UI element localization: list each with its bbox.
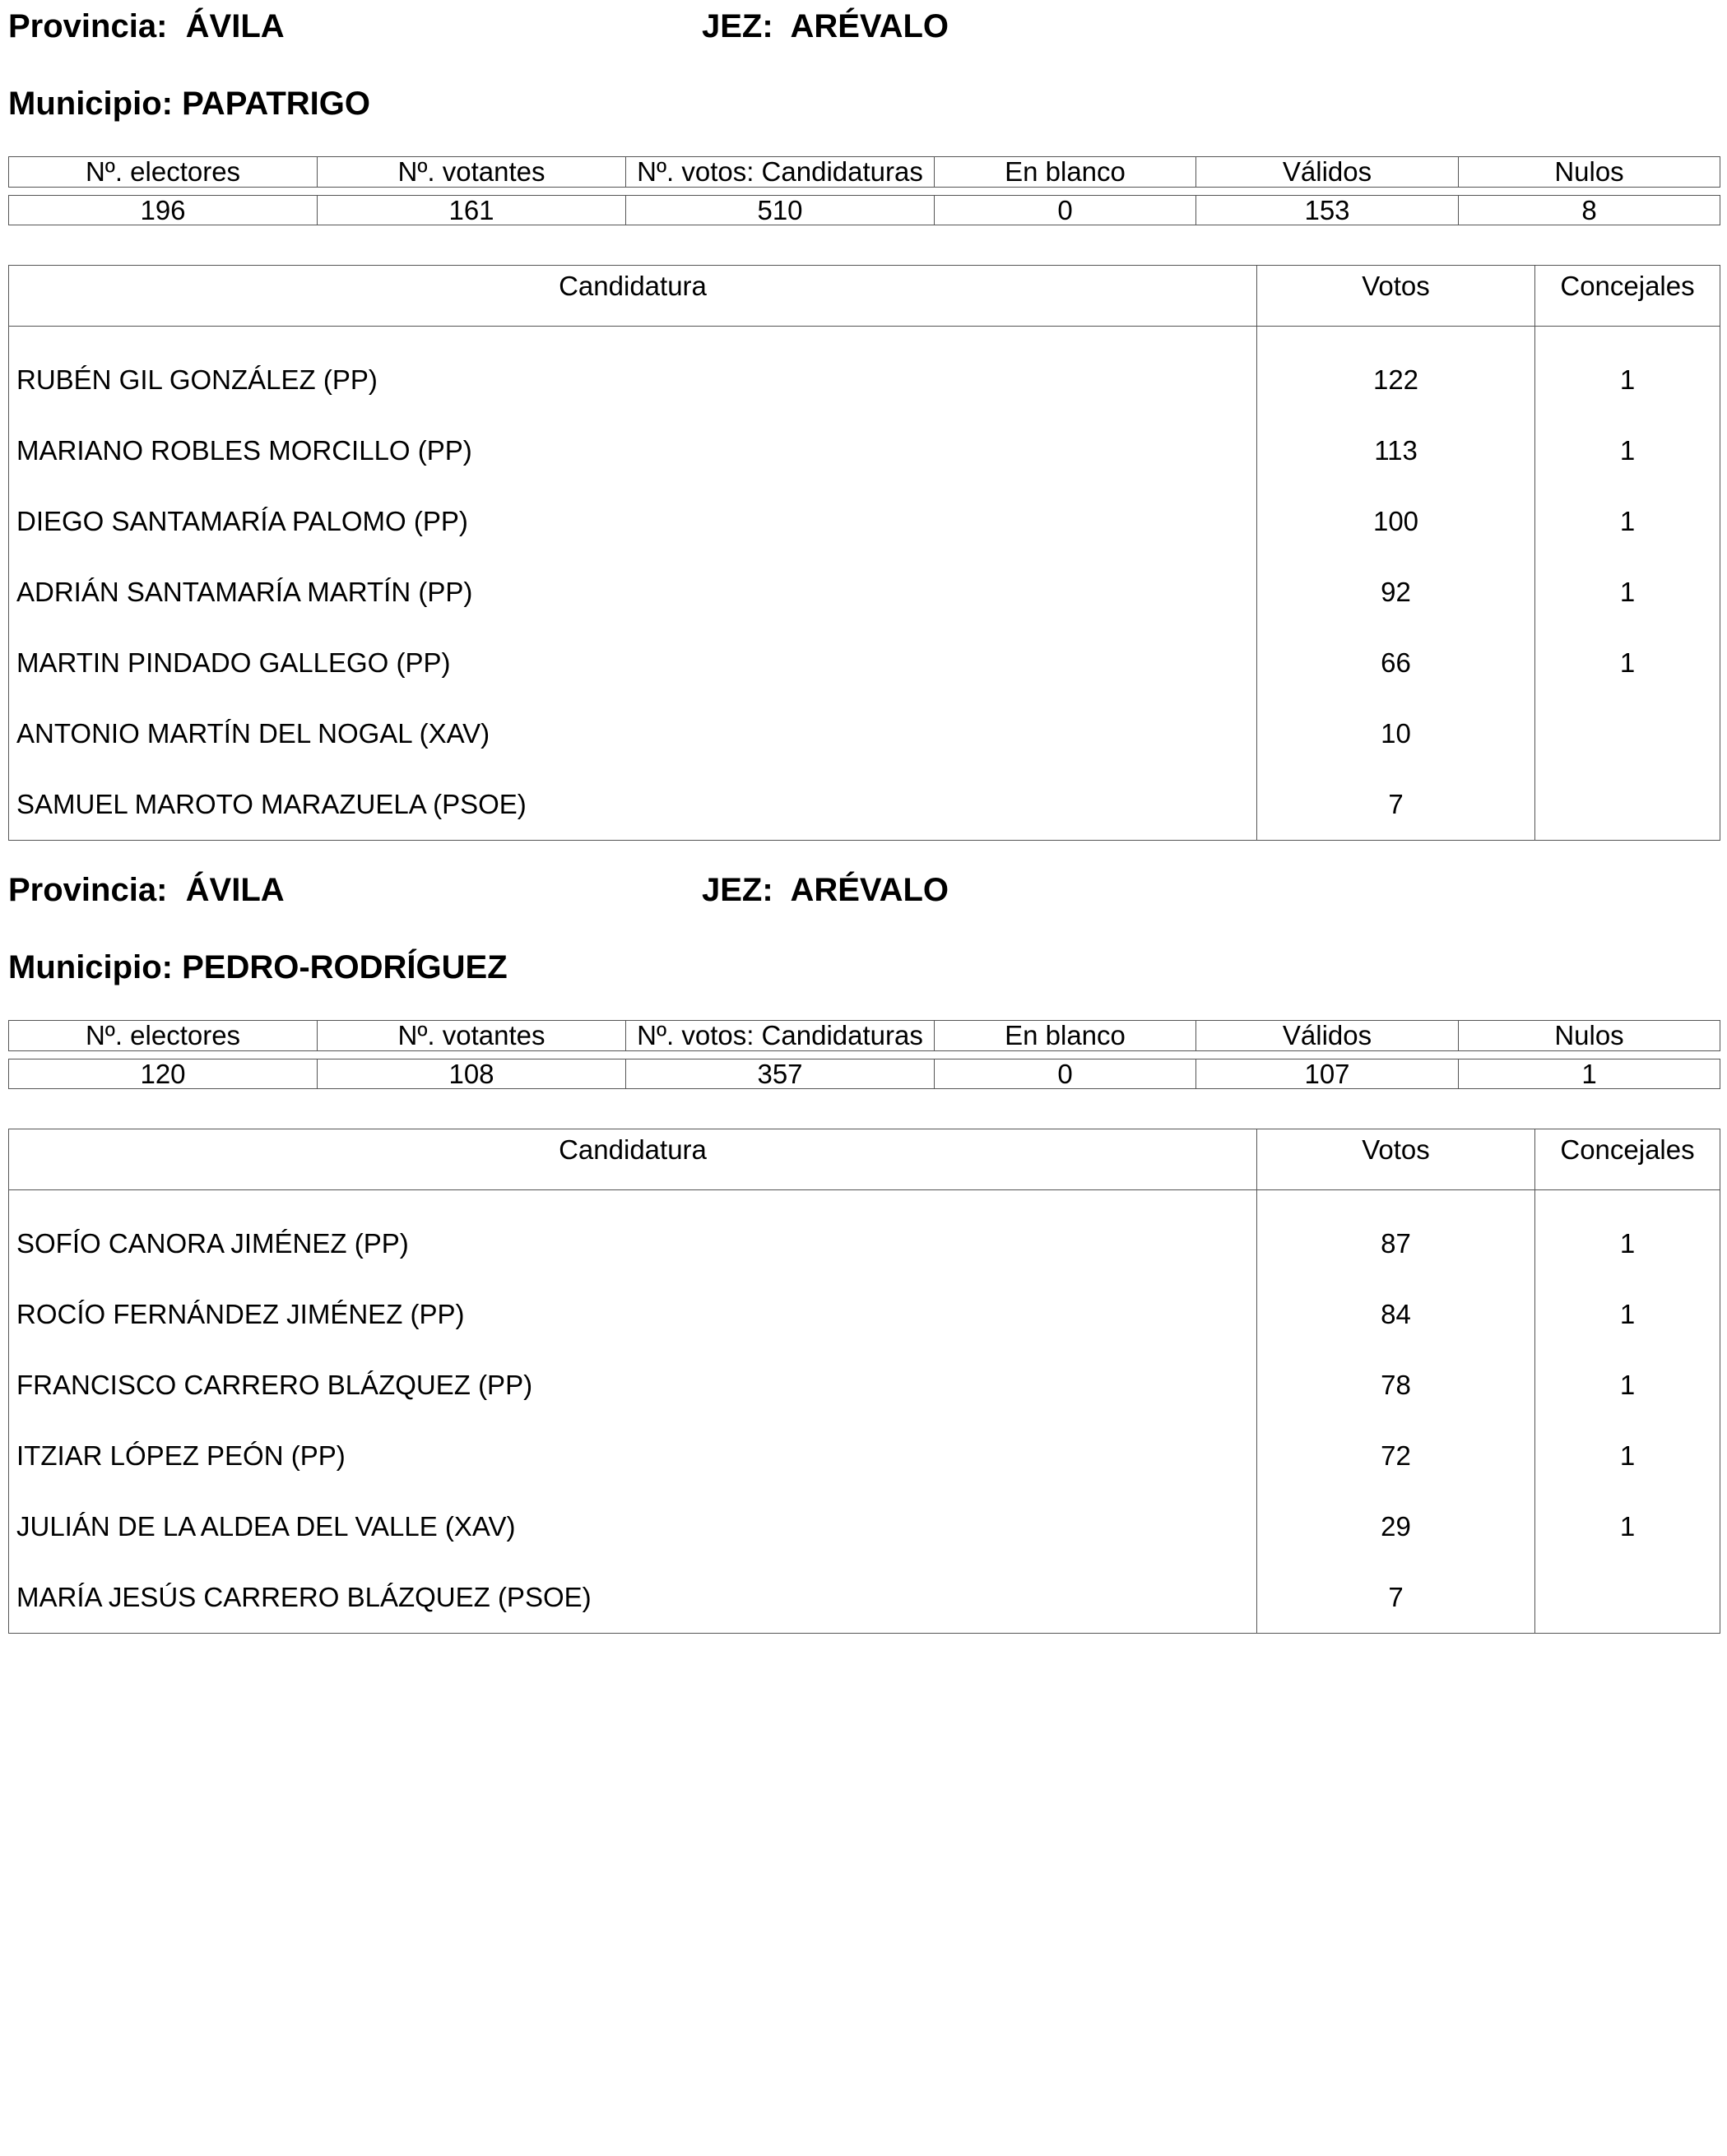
- candidate-name: ROCÍO FERNÁNDEZ JIMÉNEZ (PP): [9, 1279, 1257, 1350]
- candidate-votos: 100: [1257, 486, 1535, 557]
- provincia-label: Provincia:: [8, 8, 168, 44]
- candidate-concejales: 1: [1535, 628, 1720, 698]
- summary-header-electores: Nº. electores: [9, 157, 318, 188]
- table-row: [9, 557, 1720, 628]
- candidate-concejales: [1535, 698, 1720, 769]
- summary-value-validos: 153: [1196, 196, 1459, 225]
- header-candidatura: Candidatura: [9, 266, 1257, 327]
- summary-header-row: [9, 1021, 1720, 1051]
- table-row: [9, 1350, 1720, 1421]
- table-row: [9, 769, 1720, 841]
- summary-value-validos: 107: [1196, 1059, 1459, 1089]
- table-row: [9, 698, 1720, 769]
- summary-header-row: [9, 157, 1720, 188]
- candidate-concejales: 1: [1535, 415, 1720, 486]
- candidate-name: MARIANO ROBLES MORCILLO (PP): [9, 415, 1257, 486]
- candidate-votos: 84: [1257, 1279, 1535, 1350]
- summary-header-votos-candidaturas: Nº. votos: Candidaturas: [626, 157, 935, 188]
- summary-value-votantes: 108: [318, 1059, 626, 1089]
- candidate-concejales: 1: [1535, 1491, 1720, 1562]
- candidate-votos: 7: [1257, 1562, 1535, 1634]
- candidate-name: ANTONIO MARTÍN DEL NOGAL (XAV): [9, 698, 1257, 769]
- candidate-votos: 7: [1257, 769, 1535, 841]
- jez-value: ARÉVALO: [790, 8, 949, 44]
- header-votos: Votos: [1257, 266, 1535, 327]
- jez-label: JEZ:: [702, 8, 773, 44]
- candidate-concejales: 1: [1535, 327, 1720, 416]
- summary-header-nulos: Nulos: [1459, 157, 1720, 188]
- candidate-votos: 78: [1257, 1350, 1535, 1421]
- candidate-concejales: [1535, 1562, 1720, 1634]
- summary-value-nulos: 8: [1459, 196, 1720, 225]
- summary-header-en-blanco: En blanco: [935, 1021, 1196, 1051]
- candidate-votos: 122: [1257, 327, 1535, 416]
- summary-table: [8, 1020, 1720, 1089]
- table-row: [9, 1190, 1720, 1280]
- candidate-name: MARTIN PINDADO GALLEGO (PP): [9, 628, 1257, 698]
- candidate-votos: 113: [1257, 415, 1535, 486]
- municipio-section-pedro-rodriguez: [0, 864, 1727, 1686]
- municipio-value: PAPATRIGO: [182, 86, 370, 122]
- candidate-name: ITZIAR LÓPEZ PEÓN (PP): [9, 1421, 1257, 1491]
- summary-header-votos-candidaturas: Nº. votos: Candidaturas: [626, 1021, 935, 1051]
- municipio-line: [8, 949, 508, 985]
- candidate-votos: 29: [1257, 1491, 1535, 1562]
- candidate-name: SOFÍO CANORA JIMÉNEZ (PP): [9, 1190, 1257, 1280]
- summary-header-validos: Válidos: [1196, 1021, 1459, 1051]
- summary-value-en-blanco: 0: [935, 1059, 1196, 1089]
- summary-header-nulos: Nulos: [1459, 1021, 1720, 1051]
- summary-header-validos: Válidos: [1196, 157, 1459, 188]
- candidates-header-row: [9, 1129, 1720, 1190]
- table-row: [9, 486, 1720, 557]
- candidate-name: FRANCISCO CARRERO BLÁZQUEZ (PP): [9, 1350, 1257, 1421]
- summary-values-row: [9, 1059, 1720, 1089]
- municipio-value: PEDRO-RODRÍGUEZ: [182, 949, 508, 985]
- table-row: [9, 327, 1720, 416]
- summary-header-votantes: Nº. votantes: [318, 157, 626, 188]
- municipio-section-papatrigo: [0, 0, 1727, 823]
- table-row: [9, 415, 1720, 486]
- summary-value-votantes: 161: [318, 196, 626, 225]
- table-row: [9, 1421, 1720, 1491]
- candidate-votos: 72: [1257, 1421, 1535, 1491]
- candidates-table: [8, 1129, 1720, 1634]
- summary-value-en-blanco: 0: [935, 196, 1196, 225]
- candidate-name: RUBÉN GIL GONZÁLEZ (PP): [9, 327, 1257, 416]
- candidate-name: ADRIÁN SANTAMARÍA MARTÍN (PP): [9, 557, 1257, 628]
- summary-values-row: [9, 196, 1720, 225]
- candidates-header-row: [9, 266, 1720, 327]
- header-votos: Votos: [1257, 1129, 1535, 1190]
- summary-header-electores: Nº. electores: [9, 1021, 318, 1051]
- candidate-name: DIEGO SANTAMARÍA PALOMO (PP): [9, 486, 1257, 557]
- summary-value-electores: 196: [9, 196, 318, 225]
- provincia-label: Provincia:: [8, 872, 168, 908]
- summary-table: [8, 156, 1720, 225]
- summary-header-en-blanco: En blanco: [935, 157, 1196, 188]
- municipio-label: Municipio:: [8, 949, 173, 985]
- header-concejales: Concejales: [1535, 1129, 1720, 1190]
- provincia-value: ÁVILA: [185, 872, 285, 908]
- candidate-concejales: 1: [1535, 1279, 1720, 1350]
- table-row: [9, 1562, 1720, 1634]
- candidate-concejales: 1: [1535, 1421, 1720, 1491]
- candidate-name: SAMUEL MAROTO MARAZUELA (PSOE): [9, 769, 1257, 841]
- summary-header-votantes: Nº. votantes: [318, 1021, 626, 1051]
- jez-line: [702, 872, 949, 908]
- provincia-value: ÁVILA: [185, 8, 285, 44]
- summary-value-votos-candidaturas: 357: [626, 1059, 935, 1089]
- candidate-concejales: 1: [1535, 557, 1720, 628]
- header-candidatura: Candidatura: [9, 1129, 1257, 1190]
- candidates-table: [8, 265, 1720, 841]
- candidate-votos: 10: [1257, 698, 1535, 769]
- provincia-line: [8, 872, 285, 908]
- candidate-name: JULIÁN DE LA ALDEA DEL VALLE (XAV): [9, 1491, 1257, 1562]
- candidate-concejales: 1: [1535, 486, 1720, 557]
- candidate-concejales: 1: [1535, 1190, 1720, 1280]
- summary-value-votos-candidaturas: 510: [626, 196, 935, 225]
- candidate-name: MARÍA JESÚS CARRERO BLÁZQUEZ (PSOE): [9, 1562, 1257, 1634]
- candidate-votos: 92: [1257, 557, 1535, 628]
- municipio-label: Municipio:: [8, 86, 173, 122]
- jez-value: ARÉVALO: [790, 872, 949, 908]
- table-row: [9, 1279, 1720, 1350]
- summary-value-nulos: 1: [1459, 1059, 1720, 1089]
- candidate-concejales: [1535, 769, 1720, 841]
- municipio-line: [8, 86, 370, 122]
- candidate-votos: 66: [1257, 628, 1535, 698]
- jez-label: JEZ:: [702, 872, 773, 908]
- jez-line: [702, 8, 949, 44]
- header-concejales: Concejales: [1535, 266, 1720, 327]
- candidate-concejales: 1: [1535, 1350, 1720, 1421]
- provincia-line: [8, 8, 285, 44]
- summary-value-electores: 120: [9, 1059, 318, 1089]
- table-row: [9, 628, 1720, 698]
- table-row: [9, 1491, 1720, 1562]
- candidate-votos: 87: [1257, 1190, 1535, 1280]
